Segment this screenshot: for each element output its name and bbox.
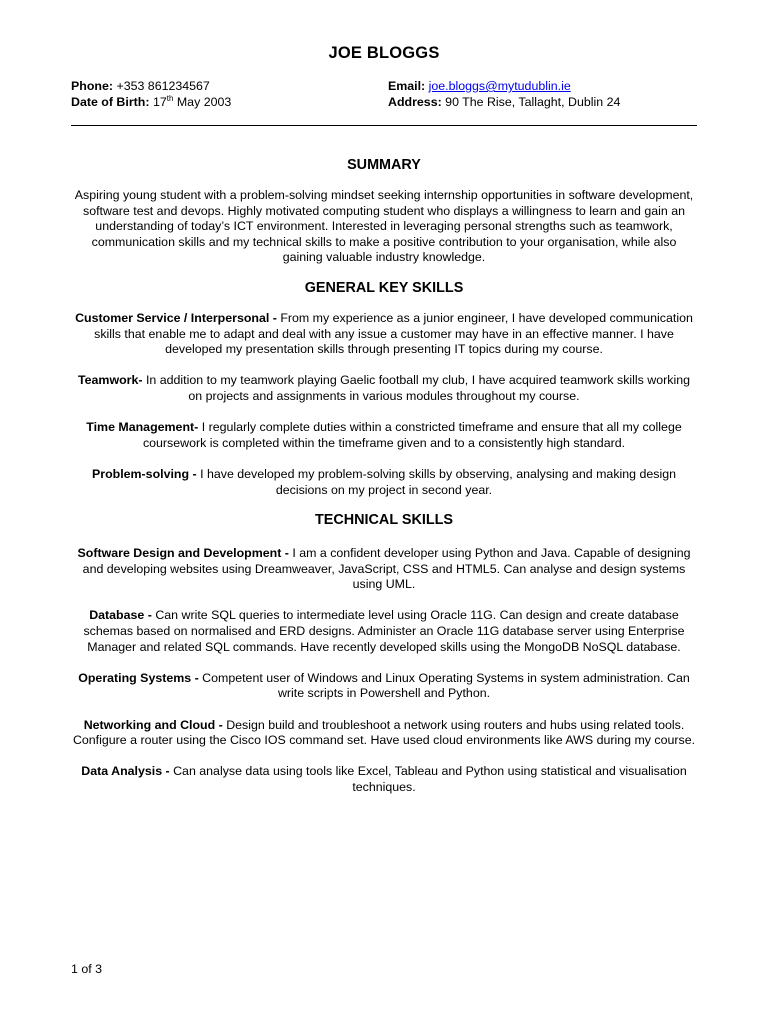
dob-rest: May 2003	[176, 94, 232, 109]
email-label: Email:	[388, 79, 426, 93]
dob-label: Date of Birth:	[71, 94, 150, 109]
skill-text: I regularly complete duties within a constricted timeframe and ensure that all my college coursework is completed within the timeframe given and to a consistently high standard.	[142, 420, 682, 450]
dob-line	[71, 95, 231, 111]
skill-customer-service	[70, 311, 698, 358]
address-value: 90 The Rise, Tallaght, Dublin 24	[445, 94, 621, 109]
skill-text: From my experience as a junior engineer, I have developed communication skills that enable me to adapt and deal with any issue a customer may have in an effective manner. I have developed my presentation skills through presenting IT topics during my course.	[94, 310, 693, 357]
skill-teamwork	[70, 373, 698, 404]
skill-time-management	[70, 420, 698, 451]
skill-label: Time Management-	[86, 420, 199, 435]
skill-operating-systems	[70, 671, 698, 702]
phone-line	[71, 79, 231, 95]
skill-text: In addition to my teamwork playing Gaelic football my club, I have acquired teamwork skills working on projects and assignments in various modules throughout my course.	[142, 373, 690, 403]
skill-label: Data Analysis -	[81, 764, 170, 779]
resume-body	[70, 156, 698, 796]
skill-problem-solving	[70, 467, 698, 498]
general-skills-heading: GENERAL KEY SKILLS	[304, 279, 464, 296]
phone-label: Phone:	[71, 79, 113, 93]
address-line	[388, 95, 620, 111]
skill-label: Problem-solving -	[91, 466, 197, 481]
page-number: 1 of 3	[71, 962, 103, 976]
header-divider	[71, 125, 697, 126]
skill-text: Can analyse data using tools like Excel, Tableau and Python using statistical and visualisation techniques.	[169, 764, 687, 794]
skill-software-design	[70, 546, 698, 593]
summary-text: Aspiring young student with a problem-solving mindset seeking internship opportunities in software development, software test and devops. Highly motivated computing student who displays a willingness to learn and gain an understanding of today’s ICT environment. Interested in leveraging personal strengths such as teamwork, communication skills and my technical skills to make a positive contribution to your organisation, while also gaining valuable industry knowledge.	[74, 188, 694, 265]
skill-text: I have developed my problem-solving skills by observing, analysing and making design decisions on my project in second year.	[196, 466, 677, 497]
skill-label: Software Design and Development -	[77, 546, 289, 561]
skill-label: Teamwork-	[78, 373, 143, 388]
address-label: Address:	[388, 94, 442, 109]
skill-database	[70, 608, 698, 655]
email-line	[388, 79, 620, 95]
contact-left-column	[71, 79, 231, 110]
candidate-name: JOE BLOGGS	[328, 44, 440, 62]
skill-label: Customer Service / Interpersonal -	[75, 310, 277, 325]
skill-label: Operating Systems -	[78, 670, 199, 685]
skill-data-analysis	[70, 764, 698, 795]
contact-right-column	[388, 79, 620, 110]
skill-networking-cloud	[70, 718, 698, 749]
dob-day: 17	[152, 94, 167, 109]
skill-label: Database -	[89, 608, 152, 623]
phone-value: +353 861234567	[116, 79, 210, 93]
dob-suffix: th	[166, 93, 174, 103]
summary-heading: SUMMARY	[347, 157, 421, 173]
technical-skills-heading: TECHNICAL SKILLS	[314, 512, 454, 529]
skill-text: I am a confident developer using Python and Java. Capable of designing and developing websites using Dreamweaver, JavaScript, CSS and HTML5. Can analyse and design systems using UML.	[82, 546, 691, 592]
skill-text: Can write SQL queries to intermediate level using Oracle 11G. Can design and create database schemas based on normalised and ERD designs. Administer an Oracle 11G database server using Enterprise Manager and related SQL commands. Have recently developed skills using the MongoDB NoSQL database.	[83, 608, 685, 654]
skill-text: Design build and troubleshoot a network using routers and hubs using related tools. Configure a router using the Cisco IOS command set. Have used cloud environments like AWS during my course.	[72, 717, 696, 748]
skill-label: Networking and Cloud -	[83, 717, 223, 732]
skill-text: Competent user of Windows and Linux Operating Systems in system administration. Can write scripts in Powershell and Python.	[198, 670, 690, 701]
email-link[interactable]: joe.bloggs@mytudublin.ie	[428, 79, 571, 93]
